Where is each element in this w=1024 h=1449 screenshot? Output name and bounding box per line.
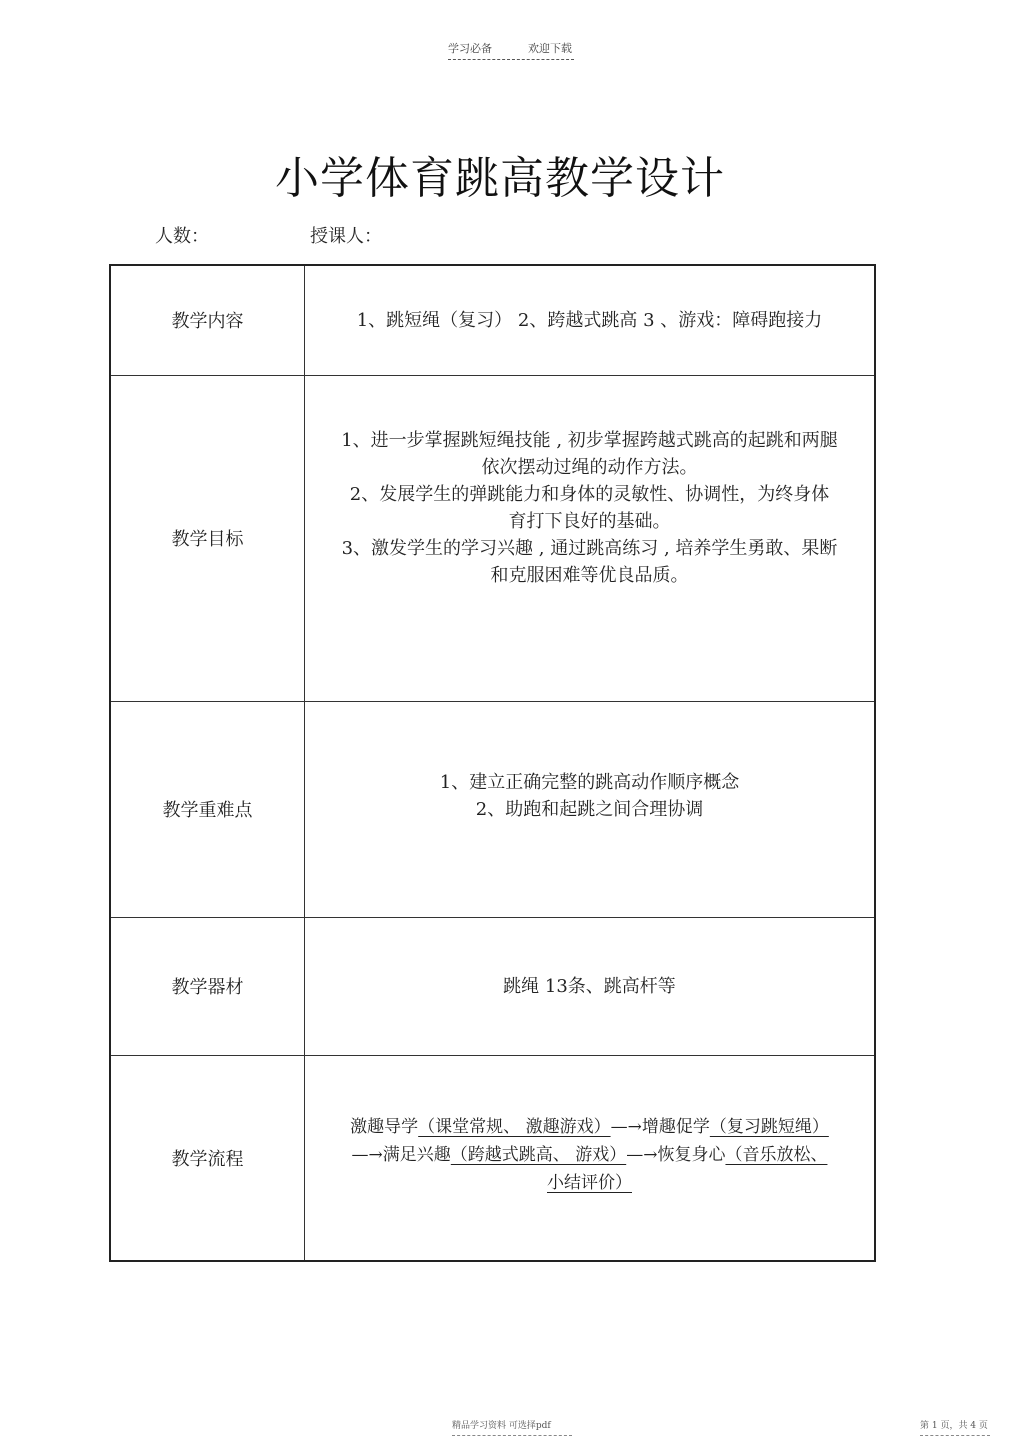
document-title: 小学体育跳高教学设计 xyxy=(275,153,725,204)
header-dashed-rule xyxy=(448,59,574,60)
table-row xyxy=(110,375,875,701)
process-step-detail: （课堂常规、 激趣游戏） xyxy=(418,1116,611,1137)
page-number-text: 第 1 页，共 4 页 xyxy=(920,1421,988,1431)
goal-line: 3、激发学生的学习兴趣 , 通过跳高练习 , 培养学生勇敢、果断 xyxy=(341,538,838,559)
process-step-detail: （跨越式跳高、 游戏） xyxy=(450,1144,627,1165)
row-label-process: 教学流程 xyxy=(110,1055,305,1261)
footer-left-text: 精品学习资料 可选择pdf xyxy=(452,1421,551,1431)
footer-dashed-rule xyxy=(452,1435,572,1436)
row-value-content: 1、跳短绳（复习） 2、跨越式跳高 3 、游戏：障碍跑接力 xyxy=(305,265,876,375)
header-left-text: 学习必备 xyxy=(448,42,492,55)
key-point-line: 1、建立正确完整的跳高动作顺序概念 xyxy=(439,772,740,793)
process-line xyxy=(305,1169,874,1197)
table-row xyxy=(110,701,875,917)
process-step-detail: （复习跳短绳） xyxy=(709,1116,829,1137)
row-label-key-points: 教学重难点 xyxy=(110,701,305,917)
table-row xyxy=(110,917,875,1055)
process-step: 增趣促学 xyxy=(641,1116,710,1137)
row-label-content: 教学内容 xyxy=(110,265,305,375)
goal-line: 1、进一步掌握跳短绳技能 , 初步掌握跨越式跳高的起跳和两腿 xyxy=(341,430,838,451)
process-arrow: —→ xyxy=(626,1144,658,1165)
footer-dashed-rule xyxy=(920,1435,990,1436)
lesson-plan-table xyxy=(109,264,876,1262)
students-label: 人数： xyxy=(155,226,209,247)
footer-right xyxy=(920,1418,990,1436)
footer-left xyxy=(452,1418,572,1436)
process-line xyxy=(305,1113,874,1141)
row-value-process xyxy=(305,1055,876,1261)
table-row xyxy=(110,265,875,375)
goal-line: 和克服困难等优良品质。 xyxy=(490,565,689,586)
process-step-detail: 小结评价） xyxy=(547,1172,632,1193)
table-row xyxy=(110,1055,875,1261)
goal-line: 2、发展学生的弹跳能力和身体的灵敏性、协调性，为终身体 xyxy=(349,484,830,505)
row-value-equipment: 跳绳 13条、跳高杆等 xyxy=(305,917,876,1055)
header-right-text: 欢迎下载 xyxy=(528,42,572,55)
teacher-label: 授课人： xyxy=(310,226,382,247)
row-value-key-points xyxy=(305,701,876,917)
process-arrow: —→ xyxy=(351,1144,383,1165)
process-line xyxy=(305,1141,874,1169)
key-point-line: 2、助跑和起跳之间合理协调 xyxy=(475,799,704,820)
process-step: 满足兴趣 xyxy=(382,1144,451,1165)
goal-line: 依次摆动过绳的动作方法。 xyxy=(481,457,698,478)
goal-line: 育打下良好的基础。 xyxy=(508,511,671,532)
row-value-goals xyxy=(305,375,876,701)
process-step: 激趣导学 xyxy=(350,1116,419,1137)
process-step: 恢复身心 xyxy=(657,1144,726,1165)
process-step-detail: （音乐放松、 xyxy=(725,1144,828,1165)
row-label-equipment: 教学器材 xyxy=(110,917,305,1055)
process-arrow: —→ xyxy=(610,1116,642,1137)
row-label-goals: 教学目标 xyxy=(110,375,305,701)
